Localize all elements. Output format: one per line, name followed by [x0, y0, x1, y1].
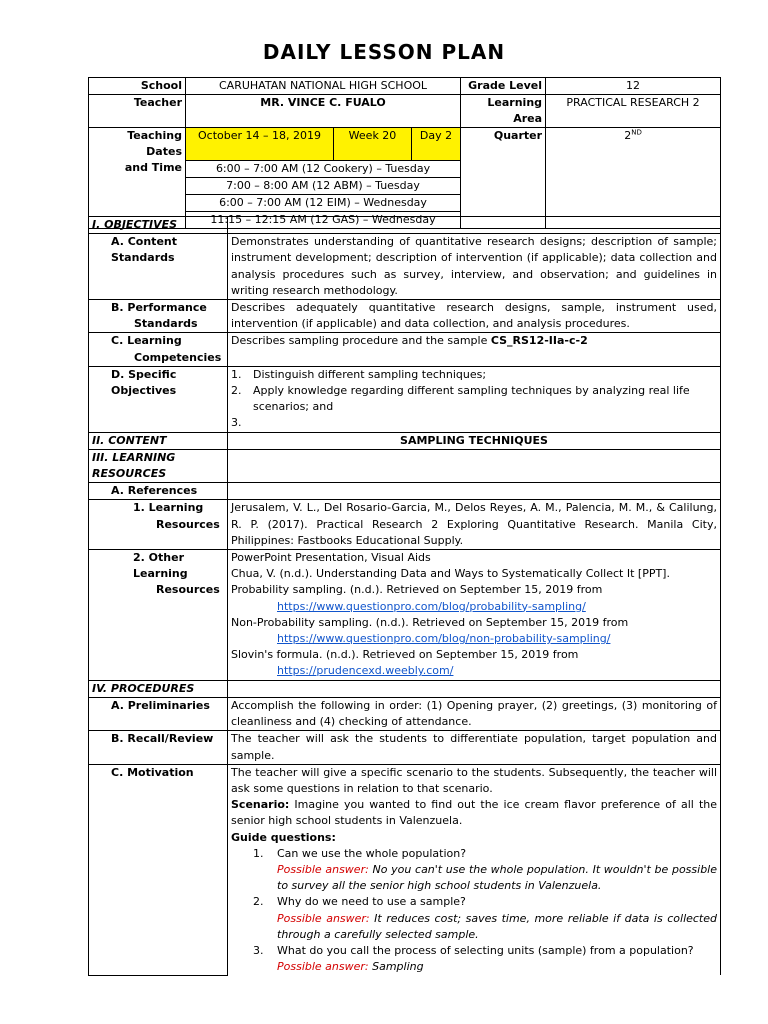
teaching-dates-label: Teaching Dates	[89, 128, 186, 161]
time-slot: 7:00 – 8:00 AM (12 ABM) – Tuesday	[186, 177, 461, 194]
time-slot: 6:00 – 7:00 AM (12 Cookery) – Tuesday	[186, 160, 461, 177]
teacher-label: Teacher	[89, 95, 186, 128]
school-value: CARUHATAN NATIONAL HIGH SCHOOL	[186, 78, 461, 95]
list-item: 1. Distinguish different sampling techniques;	[231, 367, 487, 381]
competency-code: CS_RS12-IIa-c-2	[490, 334, 588, 348]
list-item: 2. Apply knowledge regarding different sampling techniques by analyzing real life scenarios; and	[231, 384, 690, 414]
references-label: A. References	[89, 483, 228, 500]
quarter-value: 2ND	[546, 128, 721, 161]
week-value: Week 20	[334, 128, 412, 161]
specific-objectives-label: D. Specific Objectives	[89, 366, 228, 432]
grade-label: Grade Level	[461, 78, 546, 95]
quarter-label: Quarter	[461, 128, 546, 161]
time-label: and Time	[89, 160, 186, 177]
grade-value: 12	[546, 78, 721, 95]
performance-standards-text: Describes adequately quantitative research designs, sample, instrument used, intervention (if applicable) and data collection, and analysis procedures.	[228, 300, 721, 333]
teaching-dates-value: October 14 – 18, 2019	[186, 128, 334, 161]
list-item: 2. Why do we need to use a sample? Possible answer: It reduces cost; saves time, more reliable if data is collected through a carefully selected sample.	[253, 895, 717, 941]
day-value: Day 2	[412, 128, 461, 161]
school-label: School	[89, 78, 186, 95]
learning-resources-label: 1. Learning Resources	[89, 500, 228, 550]
scenario-label: Scenario:	[231, 798, 290, 812]
list-item: 1. Can we use the whole population? Possible answer: No you can't use the whole population. It wouldn't be possible to survey all the senior high school students in Valenzuela.	[253, 846, 717, 893]
lesson-plan-table	[88, 216, 721, 976]
content-heading: II. CONTENT	[89, 432, 228, 449]
learning-area-label: Learning Area	[461, 95, 546, 128]
guide-questions-label: Guide questions:	[231, 830, 336, 844]
preliminaries-label: A. Preliminaries	[89, 697, 228, 730]
time-slot: 6:00 – 7:00 AM (12 EIM) – Wednesday	[186, 194, 461, 211]
competencies-label: C. Learning Competencies	[89, 333, 228, 366]
procedures-heading: IV. PROCEDURES	[89, 680, 228, 697]
document-title: DAILY LESSON PLAN	[262, 40, 506, 64]
other-resources-text: PowerPoint Presentation, Visual Aids Chua, V. (n.d.). Understanding Data and Ways to Systematically Collect It [PPT]. Probability sampling. (n.d.). Retrieved on September 15, 2019 from https://www.questionpro.com/blog/probability-sampling/ Non-Probability sampling. (n.d.). Retrieved on September 15, 2019 from https://www.questionpro.com/blog/non-probability-sampling/ Slovin's formula. (n.d.). Retrieved on September 15, 2019 from https://prudencexd.weebly.com/	[228, 550, 721, 681]
teacher-value: MR. VINCE C. FUALO	[186, 95, 461, 128]
motivation-label: C. Motivation	[89, 764, 228, 975]
list-item: 3. What do you call the process of selecting units (sample) from a population? Possible answer: Sampling	[253, 943, 694, 974]
probability-sampling-link[interactable]: https://www.questionpro.com/blog/probability-sampling/	[277, 599, 586, 613]
recall-review-label: B. Recall/Review	[89, 731, 228, 764]
content-topic: SAMPLING TECHNIQUES	[228, 432, 721, 449]
performance-standards-label: B. Performance Standards	[89, 300, 228, 333]
list-item: 3.	[231, 416, 242, 430]
learning-resources-heading: III. LEARNING RESOURCES	[89, 449, 228, 482]
specific-objectives-list	[228, 366, 721, 432]
slovins-formula-link[interactable]: https://prudencexd.weebly.com/	[277, 664, 454, 678]
other-resources-label: 2. Other Learning Resources	[89, 550, 228, 681]
content-standards-label: A. Content Standards	[89, 234, 228, 300]
non-probability-sampling-link[interactable]: https://www.questionpro.com/blog/non-probability-sampling/	[277, 632, 611, 646]
preliminaries-text: Accomplish the following in order: (1) Opening prayer, (2) greetings, (3) monitoring of cleanliness and (4) checking of attendance.	[228, 697, 721, 730]
recall-review-text: The teacher will ask the students to differentiate population, target population and sample.	[228, 731, 721, 764]
header-table	[88, 77, 721, 229]
time-slot: 11:15 – 12:15 AM (12 GAS) – Wednesday	[186, 211, 461, 228]
learning-resources-text: Jerusalem, V. L., Del Rosario-Garcia, M., Delos Reyes, A. M., Palencia, M. M., & Calilung, R. P. (2017). Practical Research 2 Exploring Quantitative Research. Manila City, Philippines: Fastbooks Educational Supply.	[228, 500, 721, 550]
content-standards-text: Demonstrates understanding of quantitative research designs; description of sample; instrument development; description of intervention (if applicable); data collection and analysis procedures such as survey, interview, and observation; and guidelines in writing research methodology.	[228, 234, 721, 300]
competencies-text: Describes sampling procedure and the sample CS_RS12-IIa-c-2	[228, 333, 721, 366]
objectives-heading: I. OBJECTIVES	[89, 217, 228, 234]
learning-area-value: PRACTICAL RESEARCH 2	[546, 95, 721, 128]
motivation-text: The teacher will give a specific scenario to the students. Subsequently, the teacher will ask some questions in relation to that scenario. Scenario: Imagine you wanted to find out the ice cream flavor preference of all the senior high school students in Valenzuela. Guide questions: 1. Can we use the whole population? Possible answer: No you can't use the whole population. It wouldn't be possible to survey all the senior high school students in Valenzuela. 2. Why do we need to use a sample? Possible answer: It reduces cost; saves time, more reliable if data is collected through a carefully selected sample. 3. What do you call the process of selecting units (sample) from a population? Possible answer: Sampling	[228, 764, 721, 975]
